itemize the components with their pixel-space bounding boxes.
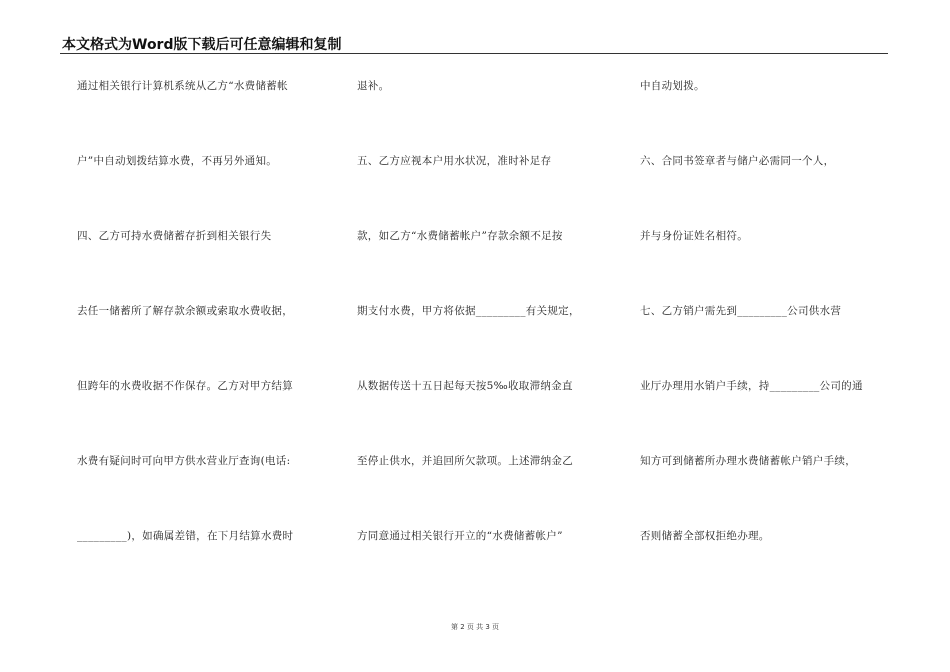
page-header-title: 本文格式为Word版下载后可任意编辑和复制 [62, 37, 342, 53]
text-line: 退补。 [357, 80, 390, 92]
text-line: 否则储蓄全部权拒绝办理。 [640, 530, 770, 542]
text-line: 户”中自动划拨结算水费，不再另外通知。 [77, 155, 278, 167]
text-column-1 [77, 77, 322, 557]
text-column-2 [357, 77, 607, 557]
text-line: 六、合同书签章者与储户必需同一个人， [640, 155, 835, 167]
text-line: 通过相关银行计算机系统从乙方“水费储蓄帐 [77, 80, 288, 92]
text-line: 去任一储蓄所了解存款余额或索取水费收据， [77, 305, 293, 317]
text-line: 方同意通过相关银行开立的“水费储蓄帐户” [357, 530, 563, 542]
text-line: 七、乙方销户需先到_________公司供水营 [640, 305, 842, 317]
text-line: 中自动划拨。 [640, 80, 705, 92]
text-line: _________)，如确属差错，在下月结算水费时 [77, 530, 294, 542]
text-line: 五、乙方应视本户用水状况，准时补足存 [357, 155, 552, 167]
text-line: 期支付水费，甲方将依据_________有关规定， [357, 305, 580, 317]
text-line: 水费有疑问时可向甲方供水营业厅查询(电话: [77, 455, 291, 467]
text-line: 从数据传送十五日起每天按5‰收取滞纳金直 [357, 380, 573, 392]
text-column-3 [640, 77, 890, 557]
text-line: 至停止供水，并追回所欠款项。上述滞纳金乙 [357, 455, 573, 467]
header-divider [60, 53, 888, 54]
text-line: 知方可到储蓄所办理水费储蓄帐户销户手续， [640, 455, 856, 467]
text-line: 款，如乙方“水费储蓄帐户”存款余额不足按 [357, 230, 563, 242]
text-line: 业厅办理用水销户手续，持_________公司的通 [640, 380, 863, 392]
text-line: 四、乙方可持水费储蓄存折到相关银行失 [77, 230, 272, 242]
page-number-footer: 第 2 页 共 3 页 [450, 623, 500, 631]
text-line: 并与身份证姓名相符。 [640, 230, 748, 242]
text-line: 但跨年的水费收据不作保存。乙方对甲方结算 [77, 380, 293, 392]
